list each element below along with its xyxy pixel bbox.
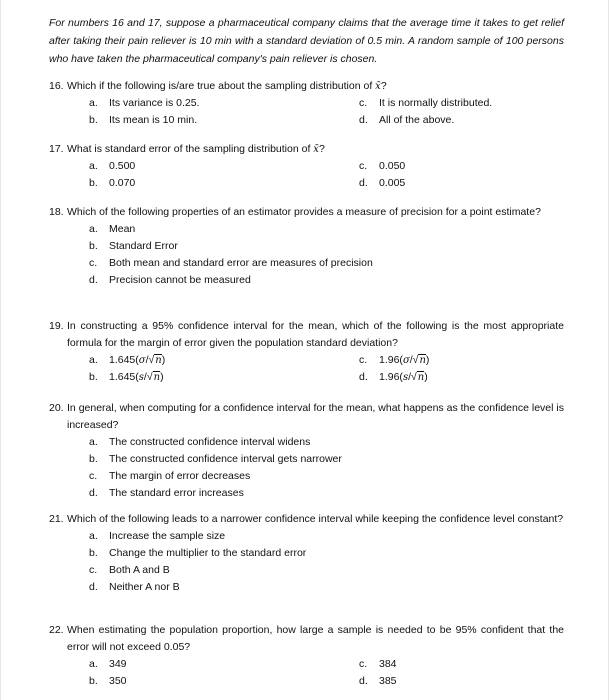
option-letter: c. bbox=[359, 160, 368, 172]
option-letter: a. bbox=[89, 160, 98, 172]
option-letter: c. bbox=[359, 97, 368, 109]
option-c bbox=[359, 158, 405, 175]
question-text-part: Which if the following is/are true about the sampling distribution of bbox=[67, 80, 376, 92]
option-b bbox=[89, 238, 178, 255]
option-text: Its mean is 10 min. bbox=[109, 114, 198, 126]
option-letter: c. bbox=[89, 564, 98, 576]
question-16 bbox=[49, 78, 564, 129]
option-a bbox=[89, 221, 135, 238]
option-text: 349 bbox=[109, 658, 127, 670]
sqrt-n: n bbox=[417, 372, 425, 383]
option-text: 0.005 bbox=[379, 177, 406, 189]
option-b bbox=[89, 451, 342, 468]
question-number: 20. bbox=[49, 402, 64, 414]
question-17 bbox=[49, 141, 564, 192]
question-text: Which of the following leads to a narrower confidence interval while keeping the confidence level constant? bbox=[67, 513, 564, 525]
s-symbol: s bbox=[138, 372, 144, 383]
option-c bbox=[359, 656, 397, 673]
option-letter: a. bbox=[89, 436, 98, 448]
question-number: 21. bbox=[49, 513, 64, 525]
option-letter: d. bbox=[359, 371, 368, 383]
xbar-symbol: x̄ bbox=[313, 144, 319, 155]
option-a bbox=[89, 158, 359, 175]
option-letter: b. bbox=[89, 240, 98, 252]
formula-close: ) bbox=[160, 371, 164, 383]
option-text: The standard error increases bbox=[109, 487, 244, 499]
option-b bbox=[89, 673, 359, 690]
option-text: 0.070 bbox=[109, 177, 136, 189]
question-text-part: ? bbox=[318, 143, 325, 155]
sigma-symbol: σ bbox=[402, 355, 410, 366]
formula-coefficient: 1.96( bbox=[379, 354, 403, 366]
option-letter: b. bbox=[89, 177, 98, 189]
option-a bbox=[89, 434, 310, 451]
formula-coefficient: 1.96( bbox=[379, 371, 403, 383]
formula: 1.645(s/√n) bbox=[109, 371, 164, 383]
question-text-part: What is standard error of the sampling distribution of bbox=[67, 143, 314, 155]
formula: 1.645(σ/√n) bbox=[109, 354, 166, 366]
option-text: It is normally distributed. bbox=[379, 97, 493, 109]
option-b bbox=[89, 175, 359, 192]
option-letter: a. bbox=[89, 658, 98, 670]
option-text: 384 bbox=[379, 658, 397, 670]
sqrt-n: n bbox=[153, 372, 161, 383]
formula: 1.96(s/√n) bbox=[379, 371, 428, 383]
option-d bbox=[89, 485, 244, 502]
option-letter: b. bbox=[89, 547, 98, 559]
question-19 bbox=[49, 318, 564, 386]
intro-paragraph: For numbers 16 and 17, suppose a pharmaceutical company claims that the average time it takes to get relief after taking their pain reliever is 10 min with a standard deviation of 0.5 min. A random sample of 100 persons who have taken the pharmaceutical company's pain reliever is chosen. bbox=[49, 17, 564, 65]
option-letter: d. bbox=[359, 114, 368, 126]
option-letter: d. bbox=[359, 675, 368, 687]
question-text: In constructing a 95% confidence interval for the mean, which of the following is the most appropriate formula for the margin of error given the population standard deviation? bbox=[67, 320, 564, 349]
option-a bbox=[89, 528, 225, 545]
option-text: Neither A nor B bbox=[109, 581, 180, 593]
option-text: Mean bbox=[109, 223, 136, 235]
question-22 bbox=[49, 622, 564, 690]
option-letter: a. bbox=[89, 97, 98, 109]
question-text: When estimating the population proportion, how large a sample is needed to be 95% confident that the error will not exceed 0.05? bbox=[67, 624, 564, 653]
question-18 bbox=[49, 204, 564, 289]
formula-close: ) bbox=[425, 354, 430, 366]
option-c bbox=[89, 255, 373, 272]
option-a bbox=[89, 656, 359, 673]
option-a bbox=[89, 352, 359, 369]
option-letter: a. bbox=[89, 530, 98, 542]
option-d bbox=[359, 175, 405, 192]
option-b bbox=[89, 545, 306, 562]
option-text: Both mean and standard error are measures of precision bbox=[109, 257, 373, 269]
option-text: 350 bbox=[109, 675, 127, 687]
option-text: 385 bbox=[379, 675, 397, 687]
option-letter: b. bbox=[89, 371, 98, 383]
option-letter: b. bbox=[89, 675, 98, 687]
option-c bbox=[359, 352, 429, 369]
question-number: 19. bbox=[49, 320, 64, 332]
option-text: All of the above. bbox=[379, 114, 455, 126]
option-text: 0.050 bbox=[379, 160, 406, 172]
question-number: 16. bbox=[49, 80, 64, 92]
option-text: Precision cannot be measured bbox=[109, 274, 251, 286]
option-text: 0.500 bbox=[109, 160, 136, 172]
question-number: 18. bbox=[49, 206, 64, 218]
s-symbol: s bbox=[402, 372, 409, 383]
question-21 bbox=[49, 511, 564, 596]
option-letter: c. bbox=[359, 354, 368, 366]
formula: 1.96(σ/√n) bbox=[379, 354, 430, 366]
option-c bbox=[89, 468, 250, 485]
option-letter: a. bbox=[89, 223, 98, 235]
option-text: Increase the sample size bbox=[109, 530, 226, 542]
question-text bbox=[67, 141, 564, 158]
formula-coefficient: 1.645( bbox=[109, 371, 139, 383]
option-text: Both A and B bbox=[109, 564, 170, 576]
option-text: The constructed confidence interval gets narrower bbox=[109, 453, 342, 465]
option-c bbox=[89, 562, 170, 579]
sqrt-n: n bbox=[155, 355, 162, 366]
option-letter: b. bbox=[89, 453, 98, 465]
option-c bbox=[359, 95, 492, 112]
option-b bbox=[89, 369, 359, 386]
option-b bbox=[89, 112, 359, 129]
option-letter: a. bbox=[89, 354, 98, 366]
option-d bbox=[359, 673, 397, 690]
option-a bbox=[89, 95, 359, 112]
formula-close: ) bbox=[161, 354, 166, 366]
option-d bbox=[89, 579, 180, 596]
option-text: The constructed confidence interval widens bbox=[109, 436, 311, 448]
xbar-symbol: x̄ bbox=[375, 81, 381, 92]
option-d bbox=[89, 272, 251, 289]
question-text: In general, when computing for a confidence interval for the mean, what happens as the confidence level is increased? bbox=[67, 402, 564, 431]
formula-coefficient: 1.645( bbox=[109, 354, 139, 366]
option-d bbox=[359, 369, 428, 386]
option-letter: d. bbox=[89, 487, 98, 499]
question-text: Which of the following properties of an estimator provides a measure of precision for a point estimate? bbox=[67, 206, 541, 218]
question-20 bbox=[49, 400, 564, 502]
option-letter: c. bbox=[89, 470, 98, 482]
question-text bbox=[67, 78, 564, 95]
sigma-symbol: σ bbox=[138, 355, 146, 366]
option-letter: b. bbox=[89, 114, 98, 126]
option-text: Its variance is 0.25. bbox=[109, 97, 200, 109]
option-text: Standard Error bbox=[109, 240, 178, 252]
option-d bbox=[359, 112, 454, 129]
formula-close: ) bbox=[424, 371, 428, 383]
option-letter: d. bbox=[89, 274, 98, 286]
option-letter: c. bbox=[359, 658, 368, 670]
option-text: The margin of error decreases bbox=[109, 470, 251, 482]
question-text-part: ? bbox=[380, 80, 387, 92]
option-letter: c. bbox=[89, 257, 98, 269]
question-number: 17. bbox=[49, 143, 64, 155]
option-letter: d. bbox=[89, 581, 98, 593]
option-letter: d. bbox=[359, 177, 368, 189]
question-number: 22. bbox=[49, 624, 64, 636]
sqrt-n: n bbox=[419, 355, 426, 366]
option-text: Change the multiplier to the standard error bbox=[109, 547, 307, 559]
